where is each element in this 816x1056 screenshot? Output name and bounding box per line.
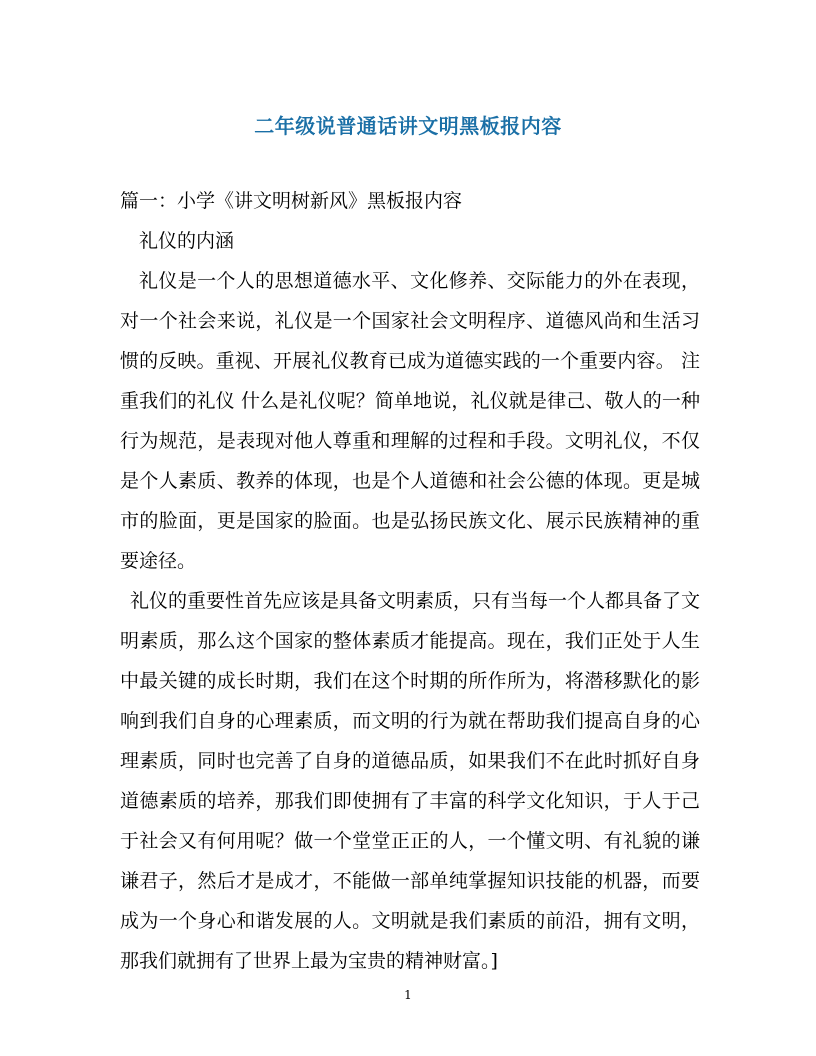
document-title: 二年级说普通话讲文明黑板报内容 xyxy=(254,114,562,138)
document-body xyxy=(120,181,700,981)
subheading: 礼仪的内涵 xyxy=(139,230,235,252)
paragraph-2: 礼仪的重要性首先应该是具备文明素质，只有当每一个人都具备了文明素质，那么这个国家的整体素质才能提高。现在，我们正处于人生中最关键的成长时期，我们在这个时期的所作所为，将潜移默化的影响到我们自身的心理素质，而文明的行为就在帮助我们提高自身的心理素质，同时也完善了自身的道德品质，如果我们不在此时抓好自身道德素质的培养，那我们即使拥有了丰富的科学文化知识，于人于己于社会又有何用呢？做一个堂堂正正的人，一个懂文明、有礼貌的谦谦君子，然后才是成才，不能做一部单纯掌握知识技能的机器，而要成为一个身心和谐发展的人。文明就是我们素质的前沿，拥有文明，那我们就拥有了世界上最为宝贵的精神财富。] xyxy=(120,590,701,972)
paragraph-1: 礼仪是一个人的思想道德水平、文化修养、交际能力的外在表现，对一个社会来说，礼仪是一个国家社会文明程序、道德风尚和生活习惯的反映。重视、开展礼仪教育已成为道德实践的一个重要内容。 注重我们的礼仪 什么是礼仪呢？简单地说，礼仪就是律己、敬人的一种行为规范，是表现对他人尊重和理解的过程和手段。文明礼仪，不仅是个人素质、教养的体现，也是个人道德和社会公德的体现。更是城市的脸面，更是国家的脸面。也是弘扬民族文化、展示民族精神的重要途径。 xyxy=(120,270,700,572)
section-heading: 篇一：小学《讲文明树新风》黑板报内容 xyxy=(120,190,463,212)
page-number: 1 xyxy=(404,988,412,1002)
